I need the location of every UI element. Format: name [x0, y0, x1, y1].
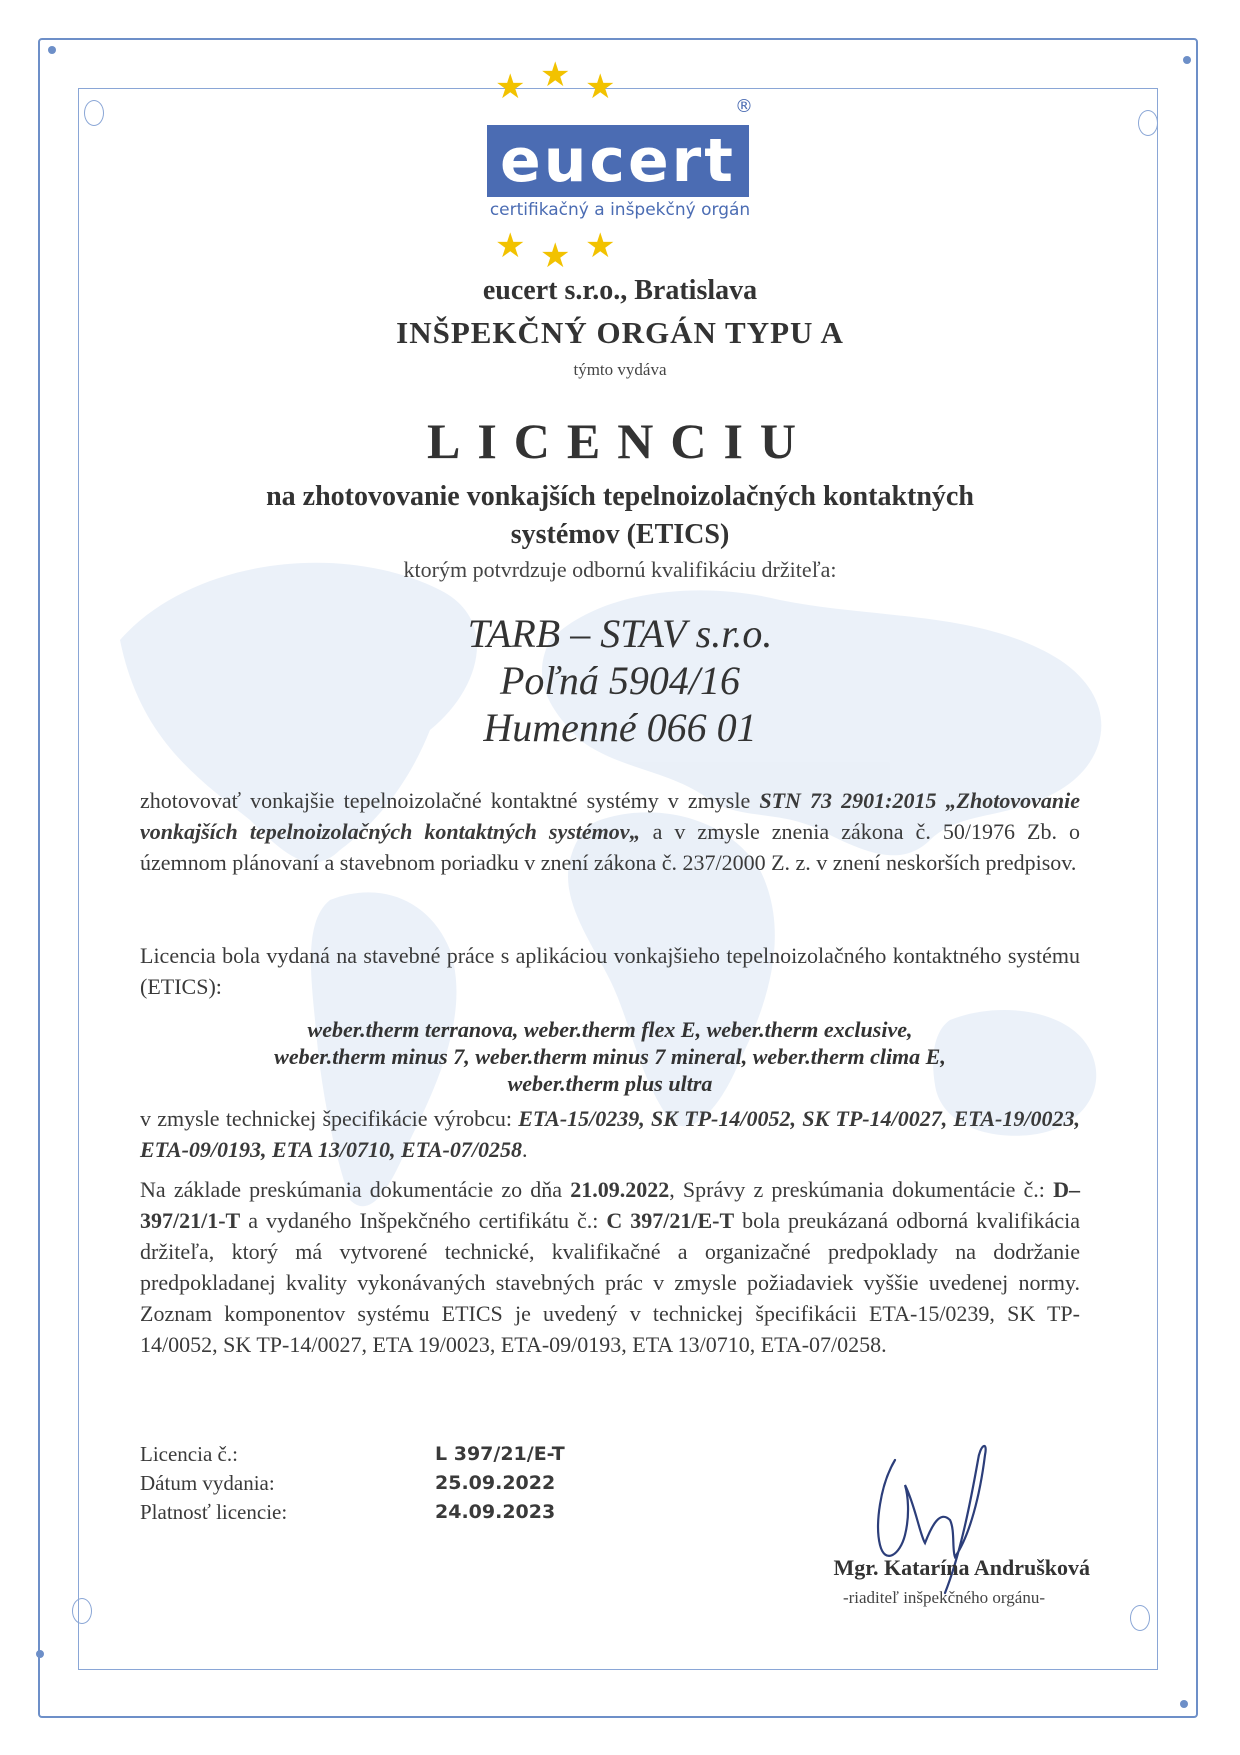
basis-text: a vydaného Inšpekčného certifikátu č.: — [240, 1208, 607, 1233]
corner-ornament — [1130, 1605, 1150, 1631]
specification-text: v zmysle technickej špecifikácie výrobcu: — [140, 1106, 519, 1131]
scope-text: zhotovovať vonkajšie tepelnoizolačné kontaktné systémy v zmysle — [140, 788, 760, 813]
scope-paragraph — [140, 785, 1080, 878]
corner-ornament — [1180, 1700, 1188, 1708]
certificate-number: C 397/21/E-T — [606, 1208, 735, 1233]
licence-number: L 397/21/E-T — [435, 1443, 565, 1465]
specification-paragraph — [140, 1103, 1080, 1165]
eucert-logo: eucert — [487, 125, 749, 197]
stars-bottom — [495, 225, 700, 276]
corner-ornament — [1138, 110, 1158, 136]
holder-intro: ktorým potvrdzuje odbornú kvalifikáciu držiteľa: — [403, 557, 837, 582]
corner-ornament — [84, 100, 104, 126]
specification-list: ETA-15/0239, SK TP-14/0052, SK TP-14/0027, ETA-19/0023, ETA-09/0193, ETA 13/0710, ETA-07/0258 — [140, 1106, 1080, 1162]
corner-ornament — [36, 1650, 44, 1658]
subject-line-1: na zhotovovanie vonkajších tepelnoizolačných kontaktných — [266, 481, 974, 512]
product-line: weber.therm plus ultra — [507, 1071, 713, 1096]
issue-date: 25.09.2022 — [435, 1472, 556, 1494]
product-list — [140, 1016, 1080, 1097]
corner-ornament — [72, 1598, 92, 1624]
stars-top — [495, 55, 700, 112]
star-icon: ★ — [585, 226, 616, 266]
star-icon: ★ — [540, 236, 571, 276]
corner-ornament — [48, 46, 56, 54]
review-date: 21.09.2022 — [570, 1177, 670, 1202]
validity-date: 24.09.2023 — [435, 1501, 556, 1523]
specification-end: . — [522, 1137, 528, 1162]
organization-type: INŠPEKČNÝ ORGÁN TYPU A — [396, 315, 844, 350]
licence-details — [140, 1440, 565, 1527]
product-line: weber.therm minus 7, weber.therm minus 7 mineral, weber.therm clima E, — [274, 1044, 946, 1069]
report-number: D–397/21/1-T — [140, 1177, 1080, 1233]
holder-block — [130, 610, 1110, 751]
licence-subject — [130, 478, 1110, 554]
organization-name: eucert s.r.o., Bratislava — [482, 275, 758, 306]
signer-name: Mgr. Katarína Andrušková — [833, 1555, 1090, 1580]
star-icon: ★ — [495, 226, 526, 266]
star-icon: ★ — [495, 67, 526, 107]
holder-name: TARB – STAV s.r.o. — [467, 611, 773, 656]
basis-paragraph — [140, 1174, 1080, 1360]
issues-line: týmto vydáva — [573, 360, 667, 379]
subject-line-2: systémov (ETICS) — [510, 519, 730, 550]
law-reference: a v zmysle znenia zákona č. 50/1976 Zb. o územnom plánovaní a stavebnom poriadku v znení zákona č. 237/2000 Z. z. v znení neskorších predpisov. — [140, 819, 1080, 875]
basis-text: bola preukázaná odborná kvalifikácia držiteľa, ktorý má vytvorené technické, kvalifikačné a organizačné predpoklady na dodržanie predpokladanej kvality vykonávaných stavebných prác v zmysle požiadaviek vyššie uvedenej normy. Zoznam komponentov systému ETICS je uvedený v technickej špecifikácii ETA-15/0239, SK TP-14/0052, SK TP-14/0027, ETA 19/0023, ETA-09/0193, ETA 13/0710, ETA-07/0258. — [140, 1208, 1080, 1357]
signer-role: -riaditeľ inšpekčného orgánu- — [842, 1588, 1045, 1607]
star-icon: ★ — [585, 67, 616, 107]
star-icon: ★ — [540, 55, 571, 95]
basis-text: , Správy z preskúmania dokumentácie č.: — [669, 1177, 1054, 1202]
holder-city: Humenné 066 01 — [483, 705, 757, 750]
holder-street: Poľná 5904/16 — [499, 658, 741, 703]
basis-text: Na základe preskúmania dokumentácie zo dňa — [140, 1177, 571, 1202]
detail-row — [140, 1469, 565, 1498]
product-line: weber.therm terranova, weber.therm flex E, weber.therm exclusive, — [307, 1017, 913, 1042]
document-title: LICENCIU — [426, 413, 814, 469]
application-paragraph: Licencia bola vydaná na stavebné práce s aplikáciou vonkajšieho tepelnoizolačného kontaktného systému (ETICS): — [140, 943, 1080, 999]
detail-label: Dátum vydania: — [140, 1471, 275, 1495]
corner-ornament — [1183, 56, 1191, 64]
standard-reference: STN 73 2901:2015 „Zhotovovanie vonkajších tepelnoizolačných kontaktných systémov„ — [140, 788, 1080, 844]
registered-mark: ® — [735, 96, 753, 117]
detail-row — [140, 1440, 565, 1469]
detail-row — [140, 1498, 565, 1527]
logo-tagline: certifikačný a inšpekčný orgán — [489, 200, 751, 220]
detail-label: Platnosť licencie: — [140, 1500, 288, 1524]
detail-label: Licencia č.: — [140, 1442, 238, 1466]
